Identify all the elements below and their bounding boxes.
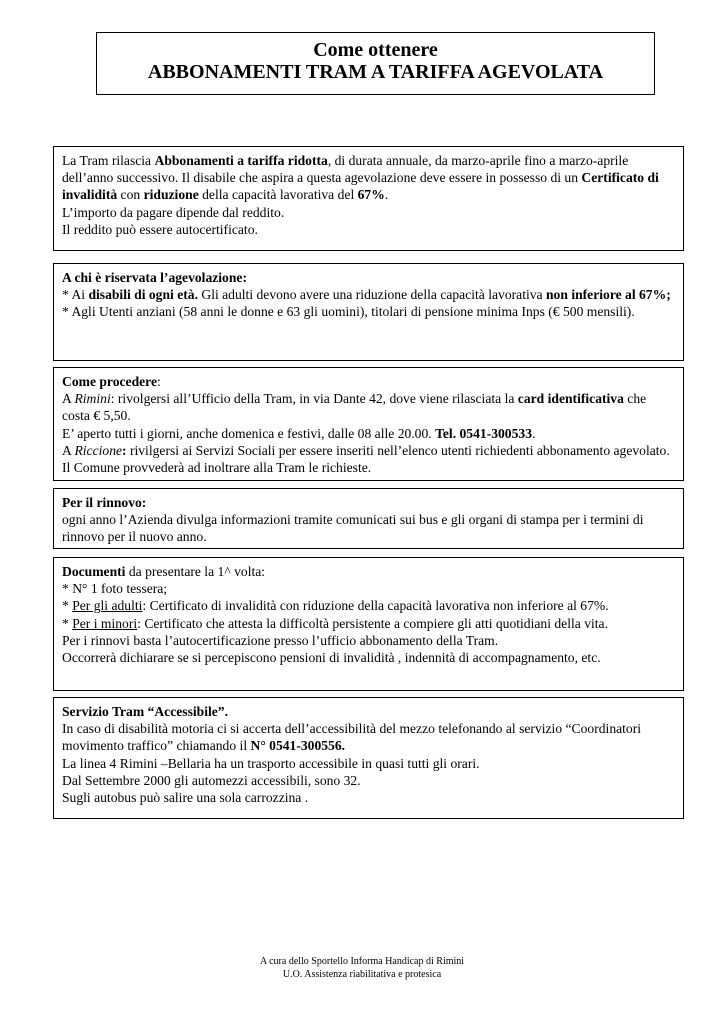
renewal-heading bbox=[62, 494, 675, 511]
text: : Certificato che attesta la difficoltà persistente a compiere gli atti quotidiani della vita. bbox=[137, 615, 608, 631]
documents-renewal-note: Per i rinnovi basta l’autocertificazione presso l’ufficio abbonamento della Tram. bbox=[62, 632, 499, 648]
eligibility-item-disabled bbox=[62, 286, 675, 303]
text: che costa € 5,50. bbox=[62, 391, 647, 424]
intro-line-importo: L’importo da pagare dipende dal reddito. bbox=[62, 204, 285, 220]
text: E’ aperto tutti i giorni, anche domenica e festivi, dalle 08 alle 20.00. bbox=[62, 425, 436, 441]
text: da presentare la 1^ volta: bbox=[125, 564, 266, 579]
text: : rivolgersi all’Ufficio della Tram, in via Dante 42, dove viene rilasciata la bbox=[110, 391, 518, 407]
item-bold: non inferiore al 67%; bbox=[546, 287, 671, 303]
eligibility-heading-text: A chi è riservata l’agevolazione: bbox=[62, 270, 247, 285]
accessible-box bbox=[53, 697, 684, 819]
phone-number: Tel. 0541-300533 bbox=[435, 425, 532, 441]
documents-heading-text: Documenti bbox=[62, 564, 126, 579]
footer-line-2: U.O. Assistenza riabilitativa e protesica bbox=[282, 969, 442, 980]
accessible-wheelchair: Sugli autobus può salire una sola carrozzina . bbox=[62, 790, 309, 806]
accessible-heading-text: Servizio Tram “Accessibile”. bbox=[62, 704, 228, 719]
documents-item-photo: * N° 1 foto tessera; bbox=[62, 581, 168, 597]
text: . bbox=[532, 425, 536, 441]
documents-item-minors bbox=[62, 615, 675, 632]
accessible-line-4: La linea 4 Rimini –Bellaria ha un trasporto accessibile in quasi tutti gli orari. bbox=[62, 755, 480, 771]
text: A bbox=[62, 442, 75, 458]
text: * bbox=[62, 598, 73, 614]
title-line-1: Come ottenere bbox=[313, 39, 438, 61]
title-box bbox=[96, 32, 655, 95]
intro-text: , di durata annuale, da marzo-aprile fino a marzo-aprile dell’anno successivo. Il disabile che aspira a questa agevolazione deve essere in possesso di un bbox=[62, 153, 629, 186]
text: : Certificato di invalidità con riduzione della capacità lavorativa non inferiore al 67%. bbox=[142, 598, 609, 614]
intro-text: La Tram rilascia bbox=[62, 153, 155, 168]
procedure-hours bbox=[62, 425, 675, 442]
text: * bbox=[62, 615, 73, 631]
renewal-heading-text: Per il rinnovo: bbox=[62, 495, 147, 510]
intro-bold-ridotta: Abbonamenti a tariffa ridotta bbox=[154, 153, 328, 168]
eligibility-item-elderly: * Agli Utenti anziani (58 anni le donne e 63 gli uomini), titolari di pensione minima Inps (€ 500 mensili). bbox=[62, 304, 635, 320]
documents-pension-note: Occorrerà dichiarare se si percepiscono pensioni di invalidità , indennità di accompagnamento, etc. bbox=[62, 650, 601, 666]
text: In caso di disabilità motoria ci si accerta dell’accessibilità del mezzo telefonando al servizio “Coordinatori movimento traffico” chiamando il bbox=[62, 721, 642, 754]
renewal-text: ogni anno l’Azienda divulga informazioni tramite comunicati sui bus e gli organi di stampa per i termini di rinnovo per il nuovo anno. bbox=[62, 512, 644, 545]
procedure-heading-text: Come procedere bbox=[62, 374, 157, 389]
eligibility-heading bbox=[62, 269, 675, 286]
item-prefix: * Ai bbox=[62, 287, 89, 303]
footer bbox=[0, 955, 724, 981]
card-identificativa: card identificativa bbox=[517, 391, 624, 407]
procedure-riccione bbox=[62, 442, 675, 476]
documents-heading bbox=[62, 563, 675, 580]
intro-bold-certificato: Certificato di invalidità bbox=[62, 170, 659, 203]
intro-text: . bbox=[384, 187, 389, 203]
intro-box bbox=[53, 146, 684, 251]
accessible-heading bbox=[62, 703, 675, 720]
item-text: Gli adulti devono avere una riduzione della capacità lavorativa bbox=[197, 287, 546, 303]
text: rivilgersi ai Servizi Sociali per essere inseriti nell’elenco utenti richiedenti abbonamento agevolato. Il Comune provvederà ad inoltrare alla Tram le richieste. bbox=[62, 442, 670, 476]
underlined-label: Per i minori bbox=[72, 615, 138, 631]
intro-line-reddito: Il reddito può essere autocertificato. bbox=[62, 221, 258, 237]
procedure-heading bbox=[62, 373, 675, 390]
intro-bold-percent: 67% bbox=[357, 187, 385, 203]
procedure-heading-colon: : bbox=[157, 374, 161, 389]
eligibility-box bbox=[53, 263, 684, 361]
footer-line-1: A cura dello Sportello Informa Handicap di Rimini bbox=[259, 956, 465, 967]
city-riccione: Riccione bbox=[74, 442, 123, 458]
city-rimini: Rimini bbox=[74, 391, 111, 407]
intro-paragraph bbox=[62, 152, 675, 204]
renewal-box bbox=[53, 488, 684, 549]
title-line-2: ABBONAMENTI TRAM A TARIFFA AGEVOLATA bbox=[147, 61, 604, 83]
intro-bold-riduzione: riduzione bbox=[143, 187, 199, 203]
intro-text: della capacità lavorativa del bbox=[198, 187, 358, 203]
item-bold: disabili di ogni età. bbox=[88, 287, 198, 303]
accessible-info bbox=[62, 720, 675, 754]
procedure-box bbox=[53, 367, 684, 481]
underlined-label: Per gli adulti bbox=[72, 598, 143, 614]
procedure-rimini bbox=[62, 390, 675, 424]
accessible-count: Dal Settembre 2000 gli automezzi accessibili, sono 32. bbox=[62, 772, 361, 788]
phone-number: N° 0541-300556. bbox=[250, 738, 346, 754]
text: : bbox=[122, 442, 127, 458]
documents-item-adults bbox=[62, 597, 675, 614]
documents-box bbox=[53, 557, 684, 691]
intro-text: con bbox=[117, 187, 144, 203]
text: A bbox=[62, 391, 75, 407]
